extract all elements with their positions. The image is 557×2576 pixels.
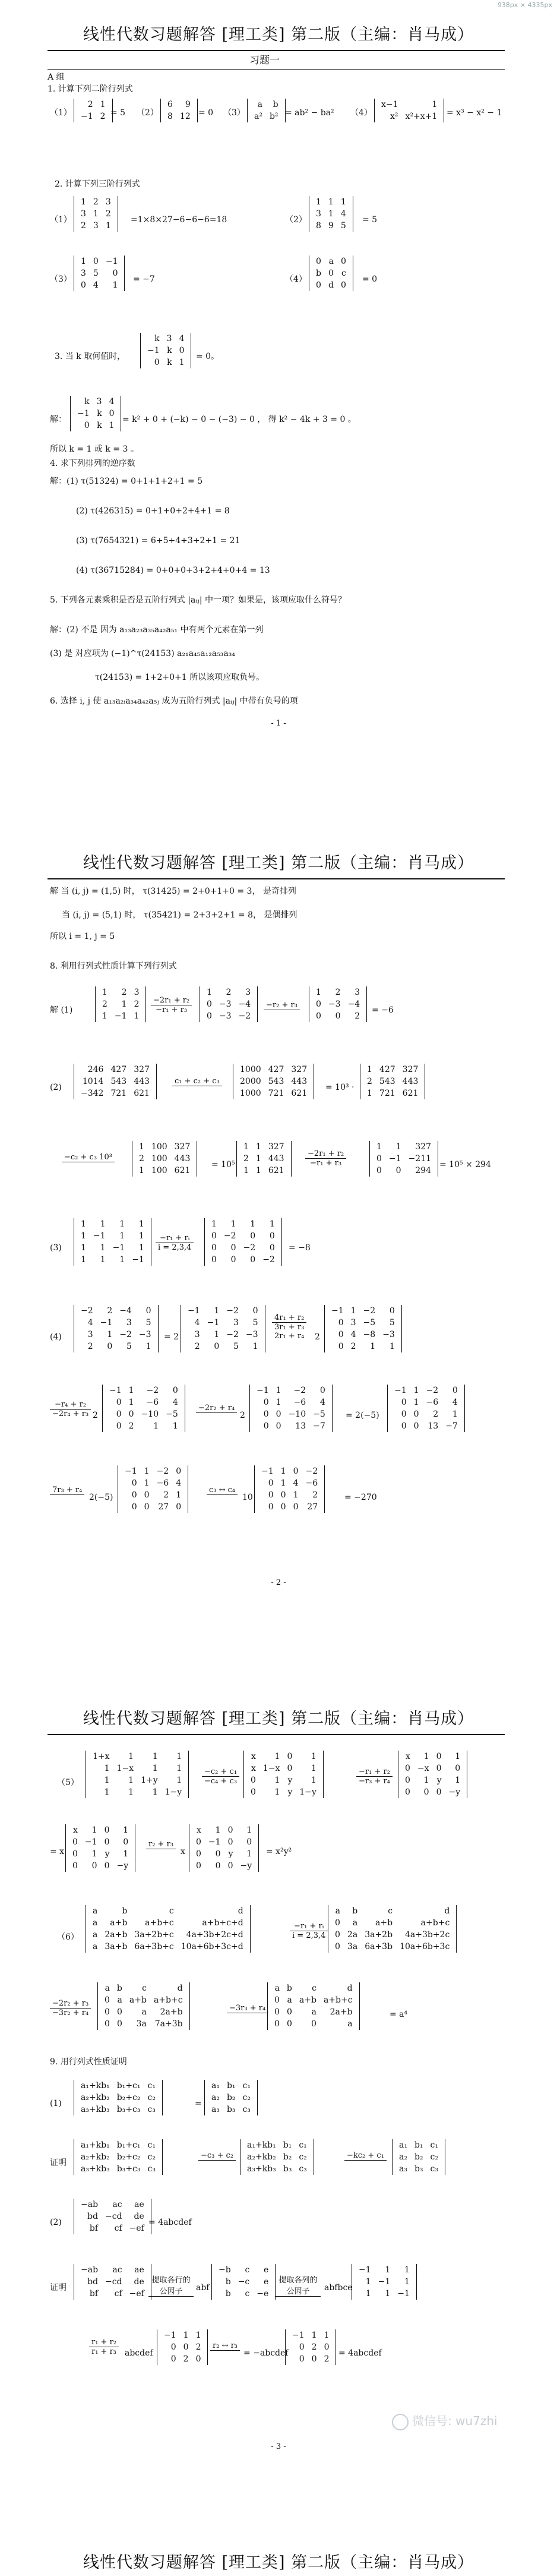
det-q9-2a: −ab ac ae bd −cd de bf cf −ef <box>74 2199 151 2234</box>
det-q8-2f: 1 1 327 0 −1 −211 0 0 294 <box>369 1141 438 1177</box>
q2-label-2: （2） <box>285 215 307 225</box>
chapter-title: 习题一 <box>249 55 280 67</box>
det-q8-4d: −1 1 −2 0 0 1 −6 4 0 0 −10 −5 0 2 1 1 <box>102 1385 185 1432</box>
q2-result-1: =1×8×27−6−6−6=18 <box>131 215 227 225</box>
row-op-3: −2r₁ + r₂ −r₁ + r₃ <box>305 1149 346 1168</box>
q8-mid-5a: = x <box>50 1847 65 1856</box>
det-q9-1a: a₁+kb₁ b₁+c₁ c₁ a₂+kb₂ b₂+c₂ c₂ a₃+kb₃ b₃+c₃ c₃ <box>74 2080 163 2115</box>
det-q9-1d: a₁+kb₁ b₁ c₁ a₂+kb₂ b₂ c₂ a₃+kb₃ b₃ c₃ <box>240 2139 314 2175</box>
q8-mid-2: = 10⁵ <box>211 1160 235 1169</box>
row-op-14: r₁ + r₂ r₁ + r₃ <box>89 2338 119 2356</box>
page-header: 线性代数习题解答 [理工类] 第二版（主编：肖马成） <box>83 2553 474 2572</box>
det-q8-4g: −1 1 −2 0 0 1 −6 4 0 0 2 1 0 0 27 0 <box>118 1465 188 1513</box>
det-2x2-d: x−1 1 x² x²+x+1 <box>374 99 444 122</box>
q2-result-4: = 0 <box>362 275 378 284</box>
row-op-6: −r₄ + r₂ −2r₄ + r₃ <box>50 1400 91 1418</box>
q9-proof-label-1: 证明 <box>50 2158 67 2168</box>
wechat-seal-icon <box>392 2414 409 2430</box>
question-3-tail: = 0。 <box>196 352 220 361</box>
row-op-11: −r₁ + rᵢ i = 2,3,4 <box>290 1922 328 1940</box>
q3-equation: = k² + 0 + (−k) − 0 − (−3) − 0 ， 得 k² − 4k + 3 = 0 。 <box>122 415 356 424</box>
row-op-10: r₂ + r₃ <box>146 1840 176 1849</box>
header-rule <box>48 50 505 51</box>
col-op-2: −c₂ + c₃ 10³ <box>62 1153 115 1162</box>
extract-row-factors: 提取各行的公因子 <box>148 2274 194 2297</box>
det-q8-2a: 246 427 327 1014 543 443 −342 721 621 <box>74 1064 157 1099</box>
q8-mid-4a: = 2 <box>164 1332 179 1342</box>
question-5: 5. 下列各元素乘积是否是五阶行列式 |aᵢⱼ| 中一项？如果是，该项应取什么符号？ <box>50 595 347 605</box>
det-3x3-k-solution: k 3 4 −1 k 0 0 k 1 <box>70 396 121 431</box>
q8-label-5: （5） <box>57 1778 79 1787</box>
q8-mid-4b: 2 <box>315 1332 320 1342</box>
page-number-2: - 2 - <box>271 1578 286 1587</box>
page-header: 线性代数习题解答 [理工类] 第二版（主编：肖马成） <box>83 854 474 872</box>
q6-solution-1: 解 当 (i, j) = (1,5) 时， τ(31425) = 2+0+1+0 = 3， 是奇排列 <box>50 887 296 896</box>
q3-solution-label: 解： <box>50 415 67 424</box>
q1-item-4: （4） <box>350 108 372 118</box>
row-op-12: −2r₂ + r₃ −3r₂ + r₄ <box>50 1999 91 2017</box>
q8-result-5: = −270 <box>344 1493 377 1502</box>
det-q8-4e: −1 1 −2 0 0 1 −6 4 0 0 −10 −5 0 0 13 −7 <box>249 1385 333 1432</box>
det-q8-5c: x 1 0 1 0 −x 0 0 0 1 y 1 0 0 0 −y <box>398 1751 467 1798</box>
det-q8-6a: a b c d a a+b a+b+c a+b+c+d a 2a+b 3a+2b+c 4a+3b+2c+d a 3a+b 6a+3b+c 10a+6b+3c+d <box>86 1905 251 1953</box>
det-q8-2b: 1000 427 327 2000 543 443 1000 721 621 <box>233 1064 314 1099</box>
q1-result-4: = x³ − x² − 1 <box>447 108 502 118</box>
q8-result-3: = −8 <box>289 1243 311 1253</box>
question-3: 3. 当 k 取何值时， <box>55 352 126 361</box>
row-op-2: −r₂ + r₃ <box>264 1001 300 1010</box>
page-header: 线性代数习题解答 [理工类] 第二版（主编：肖马成） <box>83 26 474 44</box>
det-q8-6c: a b c d 0 a a+b a+b+c 0 0 a 2a+b 0 0 3a 7a+3b <box>97 1982 190 2030</box>
q8-mid-4d: 2 <box>240 1411 245 1420</box>
q8-result-6: = a⁴ <box>390 2010 408 2019</box>
q5-step-1: 解：(2) 不是 因为 a₁₃a₂₃a₃₅a₄₂a₅₁ 中有两个元素在第一列 <box>50 625 264 635</box>
q8-mid-4e: 2(−5) <box>89 1493 113 1502</box>
q6-solution-3: 所以 i = 1, j = 5 <box>50 932 115 941</box>
q9-label-1: (1) <box>50 2099 62 2108</box>
q8-mid-5b: x <box>181 1847 185 1856</box>
det-3x3-d: 0 a 0 b 0 c 0 d 0 <box>309 256 353 291</box>
det-q8-4f: −1 1 −2 0 0 1 −6 4 0 0 2 1 0 0 13 −7 <box>387 1385 465 1432</box>
col-op-3: c₃ ↔ c₄ <box>207 1486 238 1495</box>
row-op-13: −3r₃ + r₄ <box>227 2004 268 2013</box>
q4-item-2: (2) τ(426315) = 0+1+0+2+4+1 = 8 <box>76 506 230 516</box>
det-q9-1e: a₁ b₁ c₁ a₂ b₂ c₂ a₃ b₃ c₃ <box>392 2139 445 2175</box>
det-3x3-b: 1 1 1 3 1 4 8 9 5 <box>309 196 353 232</box>
det-q9-2e: −1 1 1 0 0 2 0 2 0 <box>157 2329 208 2365</box>
q1-item-1: （1） <box>50 108 72 118</box>
row-op-9: −r₁ + r₂ −r₃ + r₄ <box>356 1767 393 1786</box>
q1-result-3: = ab² − ba² <box>285 108 334 118</box>
page-number-1: - 1 - <box>271 719 286 728</box>
q9-eq-1: = <box>195 2099 202 2108</box>
det-q8-1c: 1 2 3 0 −3 −4 0 0 2 <box>309 986 367 1022</box>
q6-solution-2: 当 (i, j) = (5,1) 时， τ(35421) = 2+3+2+1 = 8， 是偶排列 <box>62 910 298 920</box>
q4-item-4: (4) τ(36715284) = 0+0+0+3+2+4+0+4 = 13 <box>76 566 270 575</box>
q9-result-2b: = 4abcdef <box>338 2348 382 2358</box>
det-q8-3b: 1 1 1 1 0 −2 0 0 0 0 −2 0 0 0 0 −2 <box>204 1218 282 1266</box>
question-2: 2. 计算下列三阶行列式 <box>55 179 140 189</box>
row-op-4: −r₁ + rᵢ i = 2,3,4 <box>156 1234 194 1252</box>
det-q8-2c: 1 427 327 2 543 443 1 721 621 <box>360 1064 425 1099</box>
row-op-8: 7r₃ + r₄ <box>50 1486 84 1495</box>
det-q9-2f: −1 1 1 0 2 0 0 0 2 <box>285 2329 336 2365</box>
q8-result-1: = −6 <box>372 1005 394 1015</box>
det-q8-1b: 1 2 3 0 −3 −4 0 −3 −2 <box>200 986 258 1022</box>
q2-result-2: = 5 <box>362 215 378 225</box>
q2-label-1: （1） <box>50 215 72 225</box>
header-rule <box>48 1734 505 1735</box>
image-size-tag: 938px × 4335px <box>497 1 552 9</box>
det-q8-4b: −1 1 −2 0 4 −1 3 5 3 1 −2 −3 2 0 5 1 <box>181 1305 265 1352</box>
col-op-1: c₁ + c₂ + c₃ <box>172 1077 222 1086</box>
q9-proof-label-2: 证明 <box>50 2283 67 2293</box>
det-3x3-a: 1 2 3 3 1 2 2 3 1 <box>74 196 118 232</box>
row-op-15: r₂ ↔ r₃ <box>210 2341 240 2351</box>
q2-label-4: （4） <box>285 275 307 284</box>
det-3x3-c: 1 0 −1 3 5 0 0 4 1 <box>74 256 125 291</box>
det-q9-2c: −b c e b −c e b c −e <box>211 2264 276 2300</box>
q4-item-1: 解：(1) τ(51324) = 0+1+1+2+1 = 5 <box>50 477 203 486</box>
det-q8-4c: −1 1 −2 0 0 3 −5 5 0 4 −8 −3 0 2 1 1 <box>324 1305 402 1352</box>
q8-mid-4f: 10 <box>242 1493 253 1502</box>
q8-mid-4c: 2 <box>93 1411 98 1420</box>
chapter-rule <box>48 69 505 70</box>
q1-item-2: （2） <box>137 108 159 118</box>
det-q9-2d: −1 1 1 1 −1 1 1 1 −1 <box>352 2264 417 2300</box>
row-op-5: 4r₁ + r₂ 3r₁ + r₃ 2r₁ + r₄ <box>272 1313 306 1341</box>
det-q8-4h: −1 1 0 −2 0 1 4 −6 0 0 1 2 0 0 0 27 <box>254 1465 325 1513</box>
det-q8-1a: 1 2 3 2 1 2 1 −1 1 <box>95 986 146 1022</box>
q5-step-2: (3) 是 对应项为 (−1)^τ(24153) a₂₁a₄₅a₁₂a₅₃a₃₄ <box>50 649 235 658</box>
det-q8-5e: x 1 0 1 0 −1 0 0 0 0 y 1 0 0 0 −y <box>189 1824 259 1872</box>
q8-result-4: = 2(−5) <box>346 1411 379 1420</box>
q8-label-3: (3) <box>50 1243 62 1253</box>
q9-mid-2c: abcdef <box>125 2348 153 2358</box>
q9-result-2: = 4abcdef <box>148 2218 192 2227</box>
q9-label-2: (2) <box>50 2218 62 2227</box>
det-q9-1b: a₁ b₁ c₁ a₂ b₂ c₂ a₃ b₃ c₃ <box>204 2080 258 2115</box>
q8-label-2: (2) <box>50 1083 62 1092</box>
det-q9-2b: −ab ac ae bd −cd de bf cf −ef <box>74 2264 151 2300</box>
q2-result-3: = −7 <box>133 275 155 284</box>
q4-item-3: (3) τ(7654321) = 6+5+4+3+2+1 = 21 <box>76 536 240 546</box>
det-q8-2d: 1 100 327 2 100 443 1 100 621 <box>132 1141 197 1177</box>
q2-label-3: （3） <box>50 275 72 284</box>
question-6: 6. 选择 i, j 使 a₁₃a₂ᵢa₃₄a₄₂a₅ⱼ 成为五阶行列式 |aᵢⱼ| 中带有负号的项 <box>50 696 298 706</box>
question-1: 1. 计算下列二阶行列式 <box>48 84 133 94</box>
q9-mid-2d: = −abcdef <box>243 2348 289 2358</box>
row-op-7: −2r₂ + r₄ <box>196 1404 237 1413</box>
q8-label-6: （6） <box>57 1932 79 1942</box>
det-q9-1c: a₁+kb₁ b₁+c₁ c₁ a₂+kb₂ b₂+c₂ c₂ a₃+kb₃ b₃+c₃ c₃ <box>74 2139 163 2175</box>
det-q8-6d: a b c d 0 a a+b a+b+c 0 0 a 2a+b 0 0 0 a <box>267 1982 360 2030</box>
det-q8-2e: 1 1 327 2 1 443 1 1 621 <box>236 1141 292 1177</box>
det-3x3-k: k 3 4 −1 k 0 0 k 1 <box>140 333 191 368</box>
det-2x2-a: 2 1 −1 2 <box>74 99 113 122</box>
question-8: 8. 利用行列式性质计算下列行列式 <box>50 961 177 971</box>
question-9: 9. 用行列式性质证明 <box>50 2057 127 2067</box>
q8-label-1: 解 (1) <box>50 1005 73 1015</box>
det-q8-4a: −2 2 −4 0 4 −1 3 5 3 1 −2 −3 2 0 5 1 <box>74 1305 159 1352</box>
q1-result-1: = 5 <box>110 108 126 118</box>
det-2x2-c: a b a² b² <box>247 99 286 122</box>
q1-result-2: = 0 <box>198 108 214 118</box>
q1-item-3: （3） <box>223 108 245 118</box>
page-header: 线性代数习题解答 [理工类] 第二版（主编：肖马成） <box>83 1710 474 1728</box>
group-label: A 组 <box>48 72 65 82</box>
q3-answer: 所以 k = 1 或 k = 3 。 <box>50 444 139 454</box>
q8-result-2b: = 10⁵ × 294 <box>439 1160 491 1169</box>
det-q8-5d: x 1 0 1 0 −1 0 0 0 1 y 1 0 0 0 −y <box>65 1824 135 1872</box>
q8-label-4: (4) <box>50 1332 62 1342</box>
det-2x2-b: 6 9 8 12 <box>160 99 198 122</box>
q9-mid-2a: abf <box>196 2283 210 2293</box>
question-4: 4. 求下列排列的逆序数 <box>50 459 135 468</box>
det-q8-3a: 1 1 1 1 1 −1 1 1 1 1 −1 1 1 1 1 −1 <box>74 1218 151 1266</box>
col-op-4: −c₂ + c₁ −c₄ + c₃ <box>202 1767 239 1786</box>
q9-mid-2b: abfbce <box>324 2283 353 2293</box>
extract-col-factors: 提取各列的公因子 <box>276 2274 321 2297</box>
q8-result-2: = 10³ · <box>325 1083 355 1092</box>
col-op-6: −kc₂ + c₁ <box>344 2151 387 2161</box>
row-op-1: −2r₁ + r₂ −r₁ + r₃ <box>151 996 192 1014</box>
det-q8-6b: a b c d 0 a a+b a+b+c 0 2a 3a+2b 4a+3b+2c 0 3a 6a+3b 10a+6b+3c <box>328 1905 457 1953</box>
det-q8-5b: x 1 0 1 x 1−x 0 1 0 1 y 1 0 1 y 1−y <box>243 1751 324 1798</box>
watermark: 微信号: wu7zhi <box>392 2411 498 2430</box>
q5-step-3: τ(24153) = 1+2+0+1 所以该项应取负号。 <box>95 673 265 682</box>
header-rule <box>48 878 505 879</box>
col-op-5: −c₃ + c₂ <box>198 2151 236 2161</box>
page-number-3: - 3 - <box>271 2442 286 2451</box>
det-q8-5a: 1+x 1 1 1 1 1−x 1 1 1 1 1+y 1 1 1 1 1−y <box>86 1751 189 1798</box>
q8-result-5b: = x²y² <box>266 1847 292 1856</box>
